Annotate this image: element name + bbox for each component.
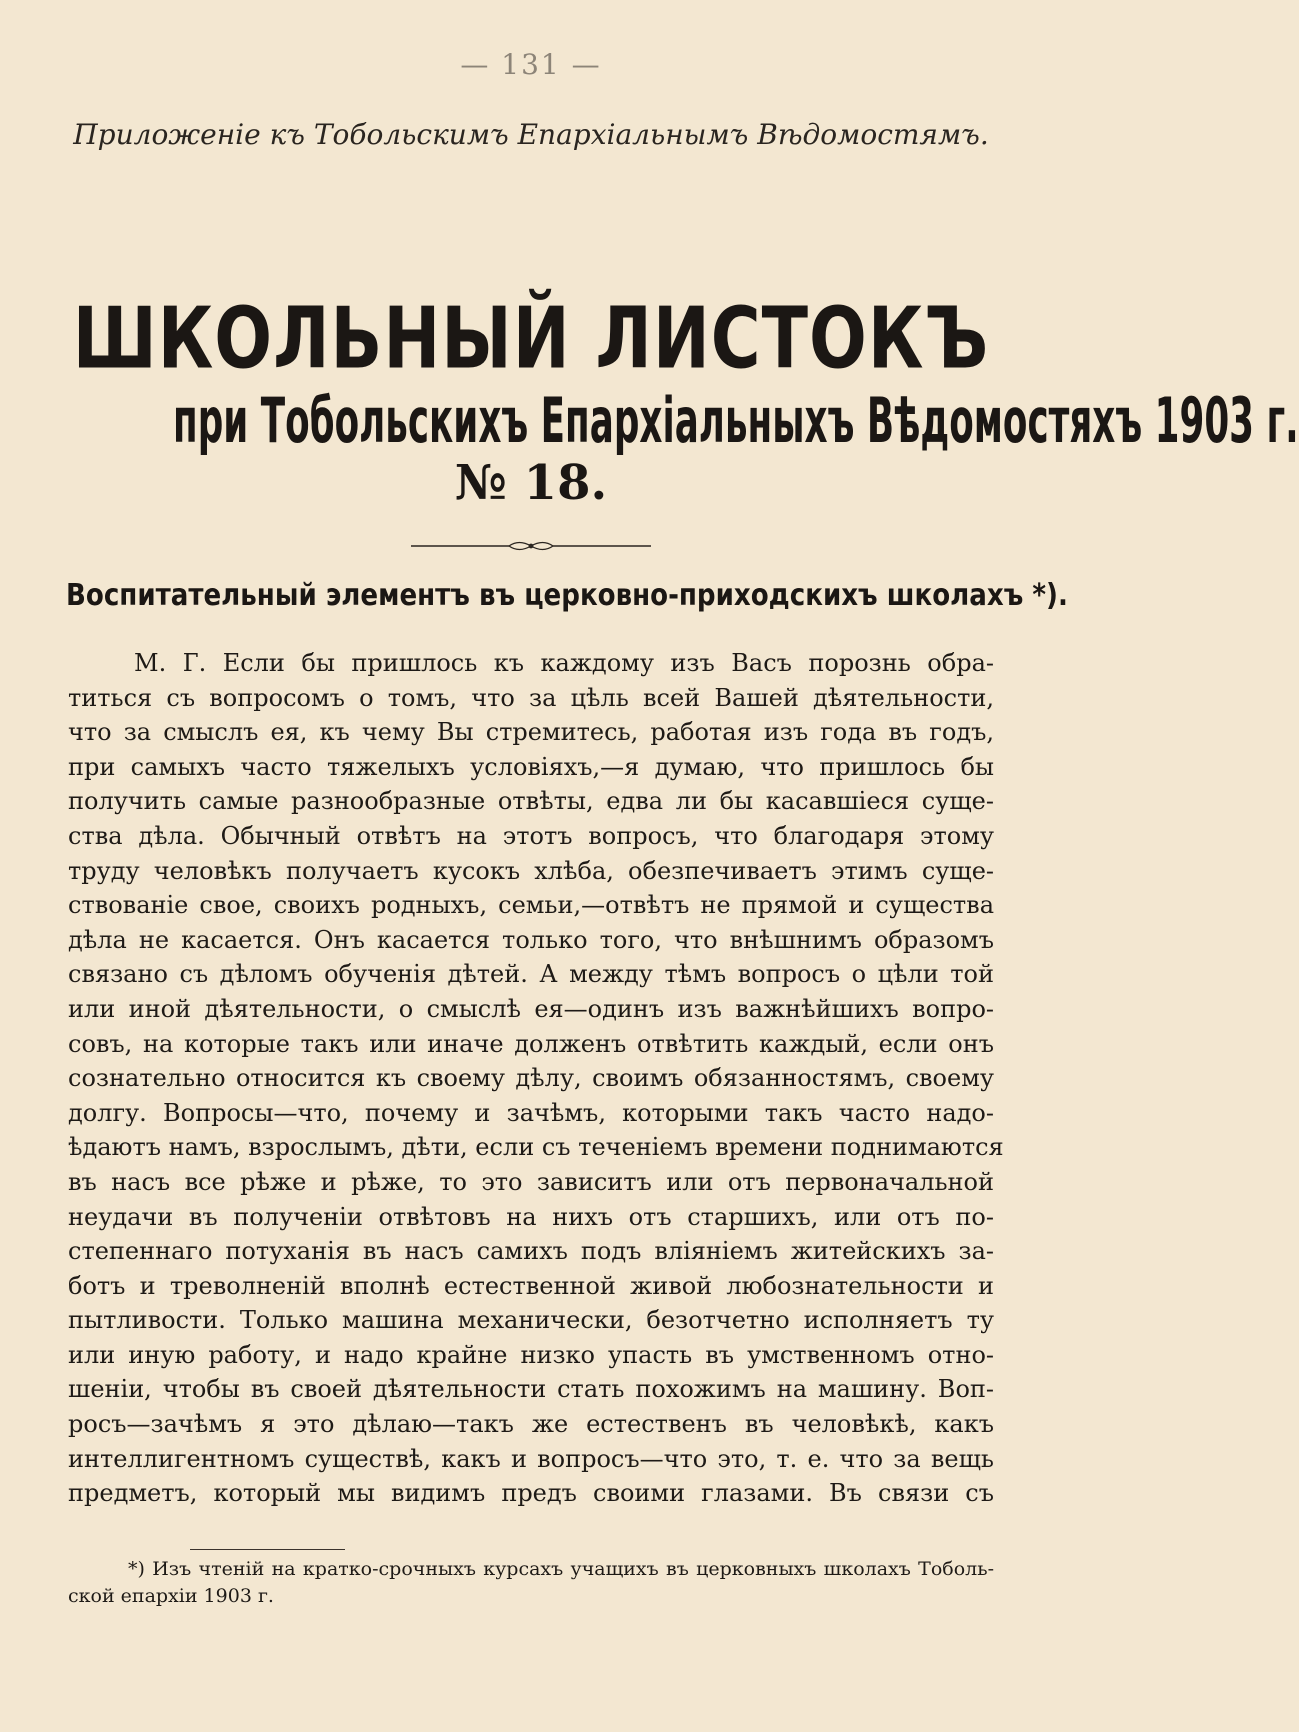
article-line: связано съ дѣломъ обученія дѣтей. А между тѣмъ вопросъ о цѣли той <box>68 960 994 989</box>
article-line: пытливости. Только машина механически, безотчетно исполняетъ ту <box>68 1306 994 1335</box>
article-line: интеллигентномъ существѣ, какъ и вопросъ—что это, т. е. что за вещь <box>68 1444 994 1473</box>
article-line: или иную работу, и надо крайне низко упасть въ умственномъ отно- <box>68 1340 994 1369</box>
article-line: степеннаго потуханія въ насъ самихъ подъ вліяніемъ житейскихъ за- <box>68 1237 994 1266</box>
article-line: титься съ вопросомъ о томъ, что за цѣль всей Вашей дѣятельности, <box>68 683 994 712</box>
article-line: получить самые разнообразные отвѣты, едва ли бы касавшіеся суще- <box>68 787 994 816</box>
footnote-rule <box>190 1549 345 1550</box>
article-line: ствованіе свое, своихъ родныхъ, семьи,—отвѣтъ не прямой и существа <box>68 891 994 920</box>
article-title: Воспитательный элементъ въ церковно-приходскихъ школахъ *). <box>66 578 1068 613</box>
article-line: сознательно относится къ своему дѣлу, своимъ обязанностямъ, своему <box>68 1064 994 1093</box>
article-line: долгу. Вопросы—что, почему и зачѣмъ, которыми такъ часто надо- <box>68 1098 994 1127</box>
article-line: ства дѣла. Обычный отвѣтъ на этотъ вопросъ, что благодаря этому <box>68 821 994 850</box>
article-line: М. Г. Если бы пришлось къ каждому изъ Васъ порознь обра- <box>134 649 994 677</box>
article-line: ѣдаютъ намъ, взрослымъ, дѣти, если съ теченіемъ времени поднимаются <box>68 1133 1004 1162</box>
article-line: совъ, на которые такъ или иначе долженъ отвѣтить каждый, если онъ <box>68 1029 994 1058</box>
footnote-line: *) Изъ чтеній на кратко-срочныхъ курсахъ учащихъ въ церковныхъ школахъ Тоболь- <box>128 1558 994 1580</box>
article-line: неудачи въ полученіи отвѣтовъ на нихъ отъ старшихъ, или отъ по- <box>68 1202 994 1231</box>
article-line: что за смыслъ ея, къ чему Вы стремитесь, работая изъ года въ годъ, <box>68 718 994 747</box>
article-line: при самыхъ часто тяжелыхъ условіяхъ,—я думаю, что пришлось бы <box>68 752 994 781</box>
page-number: — 131 — <box>460 48 602 81</box>
footnote <box>68 1556 994 1610</box>
article-body <box>68 646 1004 1511</box>
article-line: или иной дѣятельности, о смыслѣ ея—одинъ изъ важнѣйшихъ вопро- <box>68 994 994 1023</box>
article-line: росъ—зачѣмъ я это дѣлаю—такъ же естественъ въ человѣкѣ, какъ <box>68 1410 994 1439</box>
article-line: шеніи, чтобы въ своей дѣятельности стать похожимъ на машину. Воп- <box>68 1375 994 1404</box>
ornament-divider-icon <box>411 537 651 555</box>
article-line: въ насъ все рѣже и рѣже, то это зависитъ или отъ первоначальной <box>68 1167 994 1196</box>
article-line: предметъ, который мы видимъ предъ своими глазами. Въ связи съ <box>68 1479 994 1508</box>
supplement-line: Приложеніе къ Тобольскимъ Епархіальнымъ Вѣдомостямъ. <box>73 118 989 151</box>
masthead-subtitle: при Тобольскихъ Епархіальныхъ Вѣдомостяхъ 1903 г. <box>173 385 1299 458</box>
article-line: труду человѣкъ получаетъ кусокъ хлѣба, обезпечиваетъ этимъ суще- <box>68 856 994 885</box>
issue-number: № 18. <box>454 455 608 511</box>
article-line: ботъ и треволненій вполнѣ естественной живой любознательности и <box>68 1271 994 1300</box>
article-line: дѣла не касается. Онъ касается только того, что внѣшнимъ образомъ <box>68 925 994 954</box>
masthead-title: ШКОЛЬНЫЙ ЛИСТОКЪ <box>72 290 990 389</box>
footnote-line: ской епархіи 1903 г. <box>68 1585 274 1607</box>
